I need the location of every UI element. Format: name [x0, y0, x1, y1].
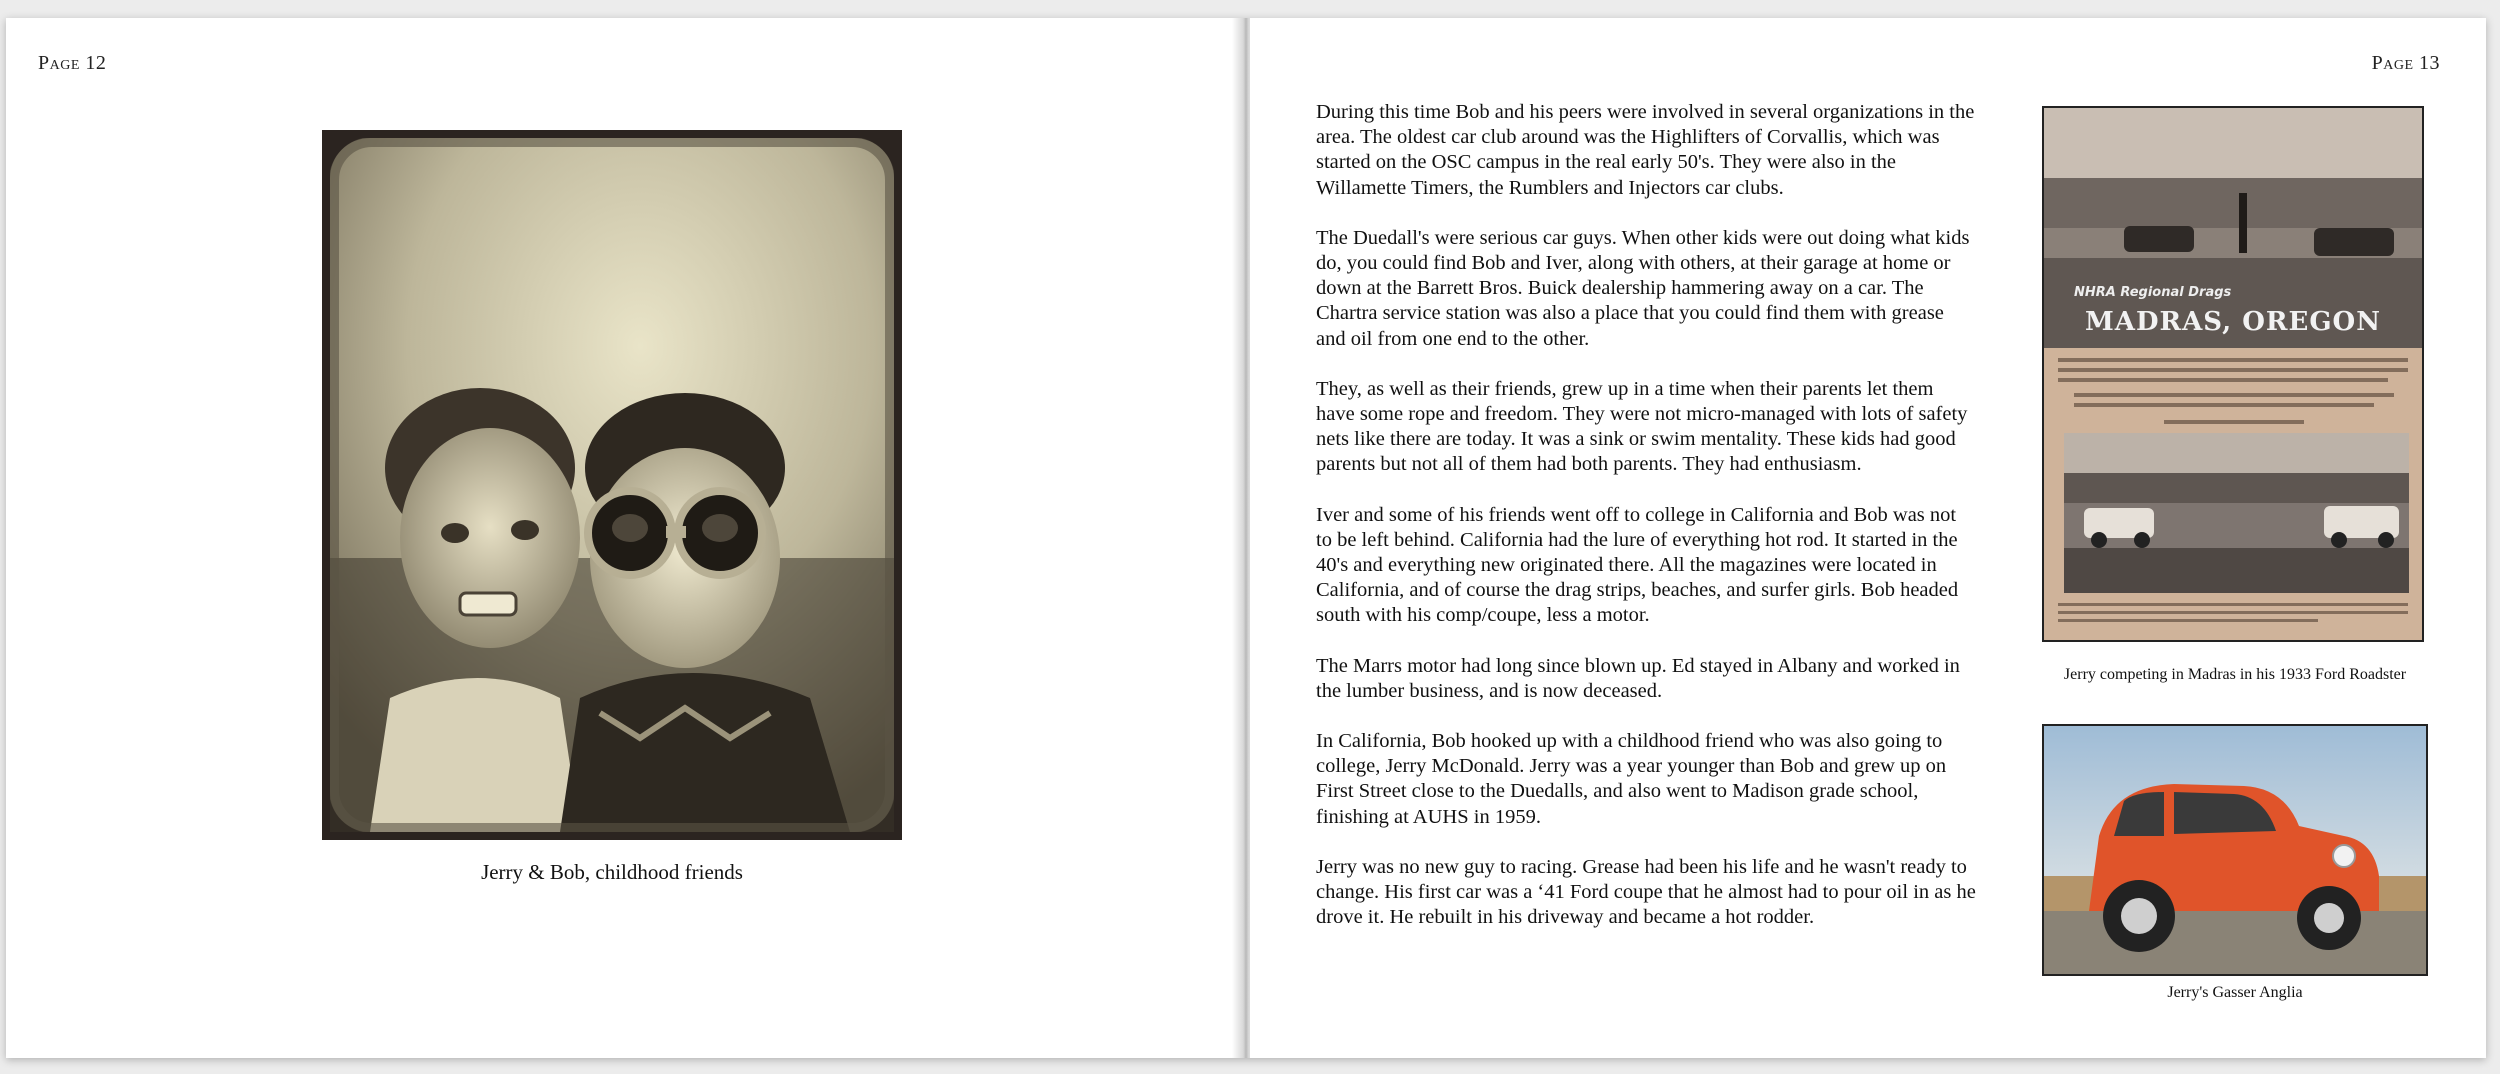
left-page — [6, 18, 1242, 1058]
paragraph: The Marrs motor had long since blown up. Ed stayed in Albany and worked in the lumber business, and is now deceased. — [1316, 654, 1960, 702]
car-photo-caption: Jerry's Gasser Anglia — [2167, 984, 2303, 1001]
page-number-left: Page 12 — [38, 52, 107, 74]
paragraph: Jerry was no new guy to racing. Grease had been his life and he wasn't ready to change. His first car was a ‘41 Ford coupe that he almost had to pour oil in as he drove it. He rebuilt in his driveway and became a hot rodder. — [1316, 855, 1976, 929]
paragraph: The Duedall's were serious car guys. When other kids were out doing what kids do, you could find Bob and Iver, along with others, at their garage at home or down at the Barrett Bros. Buick dealership hammering away on a car. The Chartra service station was also a place that you could find them with grease and oil from one end to the other. — [1316, 226, 1970, 350]
childhood-photo-image — [330, 138, 894, 832]
paragraph: Iver and some of his friends went off to college in California and Bob was not to be left behind. California had the lure of everything hot rod. It started in the 40's and everything new originated there. All the magazines were located in California, and of course the drag strips, beaches, and surfer girls. Bob headed south with his comp/coupe, less a motor. — [1316, 503, 1959, 627]
paragraph: In California, Bob hooked up with a childhood friend who was also going to college, Jerry McDonald. Jerry was a year younger than Bob and grew up on First Street close to the Duedalls, and also went to Madison grade school, finishing at AUHS in 1959. — [1316, 730, 1947, 828]
gasser-anglia-image — [2044, 726, 2426, 974]
clipping-headline: MADRAS, OREGON — [2085, 307, 2381, 337]
newspaper-clipping-image — [2044, 108, 2422, 640]
childhood-photo-caption: Jerry & Bob, childhood friends — [481, 860, 743, 884]
page-number-right: Page 13 — [2371, 52, 2440, 74]
paragraph: During this time Bob and his peers were involved in several organizations in the area. The oldest car club around was the Highlifters of Corvallis, which was started on the OSC campus in the real early 50's. They were also in the Willamette Timers, the Rumblers and Injectors car clubs. — [1316, 101, 1975, 199]
body-text — [1316, 100, 1976, 955]
childhood-photo — [322, 130, 902, 840]
clipping-kicker: NHRA Regional Drags — [2074, 285, 2232, 300]
book-spread — [6, 18, 2486, 1058]
clipping-caption: Jerry competing in Madras in his 1933 Ford Roadster — [2063, 666, 2407, 683]
right-page — [1250, 18, 2486, 1058]
newspaper-clipping-photo — [2042, 106, 2424, 642]
paragraph: They, as well as their friends, grew up in a time when their parents let them have some rope and freedom. They were not micro-managed with lots of safety nets like there are today. It was a sink or swim mentality. These kids had good parents but not all of them had both parents. They had enthusiasm. — [1316, 377, 1968, 476]
gasser-anglia-photo — [2042, 724, 2428, 976]
